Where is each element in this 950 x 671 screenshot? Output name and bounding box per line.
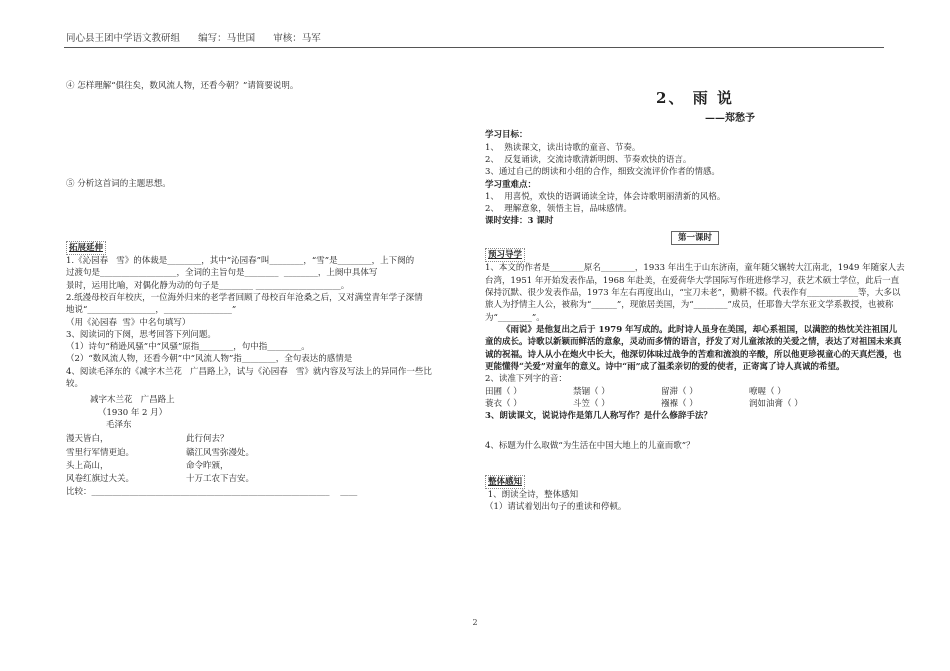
compare-line: 比较：________________________________________________________ ____ (66, 486, 358, 497)
goal-item: 1、 熟读课文，读出诗歌的童音、节奏。 (485, 142, 641, 153)
goal-item: 2、 反复诵读，交流诗歌清新明朗、节奏欢快的语言。 (485, 154, 692, 165)
pronunciation-item: 嘹喔（ ） (749, 386, 786, 397)
page-number: 2 (472, 618, 478, 627)
overall-item: 1、朗读全诗，整体感知 (485, 490, 579, 501)
poem-line: 此行何去？ (186, 434, 229, 445)
pronunciation-row (485, 386, 905, 398)
extension-lines (66, 255, 466, 390)
extension-line: 过渡句是__________________，全词的主旨句是________ ________，上阕中具体写 (66, 268, 378, 279)
question-4-right: 4、标题为什么取做“为生活在中国大地上的儿童而歌”？ (485, 441, 695, 452)
poem-line: 风卷红旗过大关。 (66, 474, 135, 485)
extension-line: （2）“数风流人物，还看今朝”中“风流人物”指________，全句表达的感情是 (66, 354, 353, 365)
question-4: ④ 怎样理解“俱往矣，数风流人物，还看今朝？”请简要说明。 (66, 81, 299, 91)
overall-list (485, 489, 905, 514)
poem-title: 减字木兰花 广昌路上 (90, 395, 175, 406)
pronunciation-item: 田圃（ ） (485, 386, 522, 397)
goals-list (485, 142, 905, 179)
schedule: 课时安排：3 课时 (485, 216, 554, 227)
poem-body (66, 433, 466, 485)
key-points-list (485, 191, 905, 216)
preview-section-title: 预习导学 (485, 248, 525, 262)
extension-line: 1.《沁园春 雪》的体裁是________，其中“沁园春”叫________，“雪”是________，上下阕的 (66, 255, 415, 266)
goal-item: 3、通过自己的朗读和小组的合作，细致交流评价作者的情感。 (485, 167, 720, 178)
pronunciation-item: 斗笠（ ） (573, 398, 610, 409)
extension-line: 2.纸漫母校百年校庆，一位海外归来的老学者回顾了母校百年沧桑之后，又对满堂青年学子深情 (66, 292, 423, 303)
pronunciation-item: 蓑衣（ ） (485, 398, 522, 409)
header-org: 同心县王团中学语文教研组 (66, 33, 181, 44)
pronunciation-table (485, 386, 905, 411)
header-reviewer: 审核：马军 (273, 33, 321, 44)
extension-line: （1）诗句“稍逊风骚”中“风骚”原指________，句中指________。 (66, 342, 310, 353)
poem-line: 头上高山， (66, 460, 109, 471)
goals-title: 学习目标： (485, 130, 528, 141)
key-point-item: 1、 用喜悦，欢快的语调诵读全诗，体会诗歌明丽清新的风格。 (485, 191, 726, 202)
extension-line: 3、阅读词的下阕，思考回答下列问题。 (66, 329, 216, 340)
lesson-author: ——郑愁予 (705, 112, 755, 124)
poem-date: （1930 年 2 月） (98, 407, 168, 418)
pronunciation-item: 襁褓（ ） (661, 398, 698, 409)
header-rule (64, 47, 884, 48)
extension-section-title: 拓展延伸 (66, 241, 106, 255)
extension-line: 4、阅读毛泽东的《减字木兰花 广昌路上》，试与《沁园春 雪》就内容及写法上的异同作一些比 (66, 366, 432, 377)
pronunciation-question: 2、读准下列字的音： (485, 374, 567, 385)
lesson-badge: 第一课时 (671, 231, 719, 245)
question-5: ⑤ 分析这首词的主题思想。 (66, 179, 171, 190)
pronunciation-item: 润如油膏（ ） (749, 398, 803, 409)
poem-line: 赣江风雪弥漫处。 (186, 447, 255, 458)
author-paragraph: 1、本文的作者是________原名________，1933 年出生于山东济南，童年随父辗转大江南北，1949 年随家人去台湾，1951 年开始发表作品，1968 年赴美，在爱荷华大学国际写作班进修学习，获艺术硕士学位，此后一直保持沉默、很少发表作品，1973 年左右再度出山，“宝刀未老”，勤耕不辍。代表作有____________等，大多以旅人为抒情主人公，被称为“______”，现旅居美国，为“________”成员，任耶鲁大学东亚文学系教授，也被称为“________”。 (485, 263, 905, 323)
key-points-title: 学习重难点： (485, 179, 537, 190)
poem-line: 雪里行军情更迫。 (66, 447, 135, 458)
pronunciation-item: 留滞（ ） (661, 386, 698, 397)
question-3: 3、朗读课文，说说诗作是第几人称写作？是什么修辞手法？ (485, 411, 712, 422)
extension-line: 地说“________________，________________” (66, 305, 237, 316)
overall-item: （1）请试着划出句子的重读和停顿。 (485, 502, 627, 513)
poem-line: 漫天皆白， (66, 434, 109, 445)
overall-section-title: 整体感知 (485, 475, 525, 489)
extension-line: 较。 (66, 379, 84, 390)
extension-line: （用《沁园春 雪》中名句填写） (66, 317, 191, 328)
pronunciation-row (485, 398, 905, 410)
lesson-title: 2、 雨 说 (656, 89, 734, 107)
pronunciation-item: 禁锢（ ） (573, 386, 610, 397)
page-header (66, 32, 321, 46)
key-point-item: 2、 理解意象，领悟主旨，品味感情。 (485, 204, 632, 215)
background-paragraph: 《雨说》是他复出之后于 1979 年写成的。此时诗人虽身在美国，却心系祖国，以满腔的热忱关注祖国儿童的成长。诗歌以新颖而鲜活的意象，灵动而多情的语言，抒发了对儿童浓浓的关爱之情，表达了对祖国未来真诚的祝福。诗人从小在炮火中长大，他深切体味过战争的苦难和流浪的辛酸，所以他更珍视童心的天真烂漫，也更能懂得“关爱”对童年的意义。诗中“雨”成了温柔亲切的爱的使者，正寄寓了诗人真诚的希望。 (485, 324, 902, 372)
header-editor: 编写：马世国 (198, 33, 256, 44)
poem-line: 十万工农下吉安。 (186, 474, 255, 485)
left-column (66, 80, 466, 498)
right-column (485, 88, 905, 514)
poem-author: 毛泽东 (106, 420, 132, 430)
poem-line: 命令昨颁， (186, 460, 229, 471)
extension-line: 景时，运用比喻，对偶化静为动的句子是________ ____________________。 (66, 280, 350, 291)
